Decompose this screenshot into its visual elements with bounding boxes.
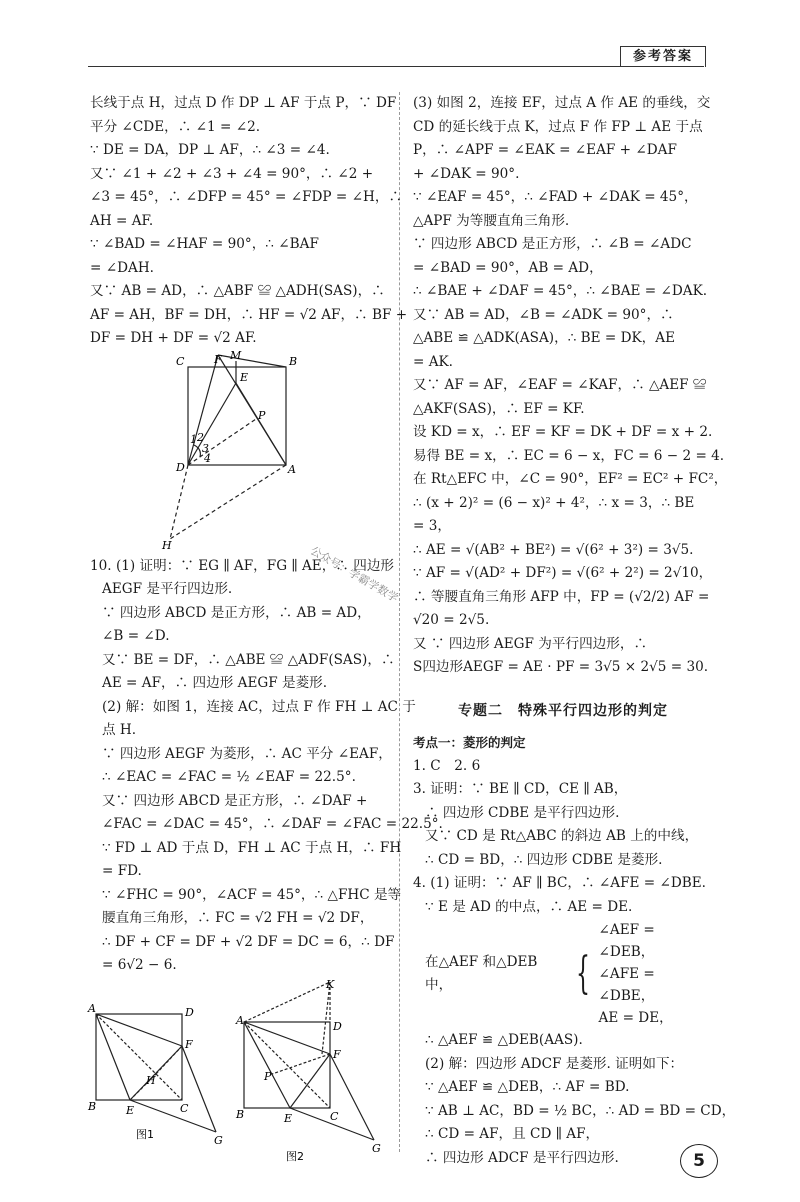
text-line: 又 ∵ 四边形 AEGF 为平行四边形，∴ [413,635,648,652]
section-title: 专题二 特殊平行四边形的判定 [458,702,668,719]
text-line: ∵ E 是 AD 的中点，∴ AE = DE. [425,898,633,915]
text-line: ∵ FD ⊥ AD 于点 D，FH ⊥ AC 于点 H，∴ FH [102,839,402,856]
text-line: ∴ CD = AF，且 CD ∥ AF， [425,1126,600,1142]
text-line: ∵ ∠BAD = ∠HAF = 90°，∴ ∠BAF [90,236,319,252]
text-line: 易得 BE = x，∴ EC = 6 − x，FC = 6 − 2 = 4. [413,447,725,464]
label-H: H [162,538,172,552]
header-rule [88,66,704,67]
fig1-label-H: H [146,1073,156,1087]
text-line: ∠AEF = ∠DEB， [598,922,655,960]
text-line: ∴ CD = BD，∴ 四边形 CDBE 是菱形. [425,851,663,868]
text-line: 平分 ∠CDE，∴ ∠1 = ∠2. [90,118,261,135]
text-line: = 3， [413,518,451,534]
text-line: (2) 解：四边形 ADCF 是菱形. 证明如下： [425,1055,684,1072]
fig1-label-B: B [88,1099,97,1113]
text-line: 3. 证明：∵ BE ∥ CD，CE ∥ AB， [413,781,628,797]
fig1-label-F: F [185,1037,193,1051]
text-line: + ∠DAK = 90°. [413,165,520,182]
label-3: 3 [202,441,209,455]
fig2-caption: 图2 [286,1149,304,1163]
text-line: DF = DH + DF = √2 AF. [90,330,257,346]
text-line: 又∵ AB = AD，∠B = ∠ADK = 90°，∴ [413,306,674,323]
text-line: ∴ 等腰直角三角形 AFP 中，FP = (√2/2) AF = [413,588,710,605]
label-P: P [258,408,266,422]
label-1: 1 [190,432,197,446]
text-line: = 6√2 − 6. [102,957,177,973]
fig2-label-B: B [236,1107,245,1121]
fig1-label-A: A [88,1001,96,1015]
fig2-label-C: C [330,1109,339,1123]
text-line: 又∵ BE = DF，∴ △ABE ≌ △ADF(SAS)，∴ [102,651,395,668]
text-line: 又∵ AB = AD，∴ △ABF ≌ △ADH(SAS)，∴ [90,283,385,299]
text-line: 设 KD = x，∴ EF = KF = DK + DF = x + 2. [413,424,713,440]
text-line: 又∵ AF = AF，∠EAF = ∠KAF，∴ △AEF ≌ [413,377,707,393]
text-line: (3) 如图 2，连接 EF，过点 A 作 AE 的垂线，交 [413,95,711,111]
text-line: ∴ (x + 2)² = (6 − x)² + 4²，∴ x = 3，∴ BE [413,494,695,511]
text-line: ∵ DE = DA，DP ⊥ AF，∴ ∠3 = ∠4. [90,142,330,158]
text-line: ∵ AB ⊥ AC，BD = ½ BC，∴ AD = BD = CD， [425,1102,736,1119]
text-line: ∠FAC = ∠DAC = 45°，∴ ∠DAF = ∠FAC = 22.5°. [102,816,443,832]
q10-part3 [413,92,728,680]
text-line: ∵ 四边形 ABCD 是正方形，∴ ∠B = ∠ADC [413,236,692,252]
fig2-label-K: K [326,977,335,991]
header-tag: 参考答案 [620,46,706,67]
text-line: √20 = 2√5. [413,612,490,628]
label-A: A [288,462,296,476]
geometry-figure-q9 [90,348,386,553]
fig1-caption: 图1 [136,1127,154,1141]
label-E: E [240,370,249,384]
fig1-label-E: E [126,1103,135,1117]
label-D: D [176,460,185,474]
label-C: C [176,354,185,368]
text-line: ∴ △AEF ≌ △DEB(AAS). [425,1032,583,1048]
subsection-heading: 考点一：菱形的判定 [413,735,526,750]
left-brace-icon: { [575,948,590,999]
brace-lines [599,919,713,1029]
watermark: 公众号：学霸学数学 [308,544,401,605]
text-line: ∴ DF + CF = DF + √2 DF = DC = 6，∴ DF [102,933,395,950]
text-line: AE = AF，∴ 四边形 AEGF 是菱形. [102,675,328,691]
text-line: ∠AFE = ∠DBE， [598,966,655,1004]
text-line: = ∠DAH. [90,259,154,276]
text-line: ∵ ∠FHC = 90°，∠ACF = 45°，∴ △FHC 是等 [102,886,402,903]
text-line: 又∵ 四边形 ABCD 是正方形，∴ ∠DAF + [102,792,368,809]
text-line: ∵ AF = √(AD² + DF²) = √(6² + 2²) = 2√10， [413,565,713,581]
text-line: S四边形AEGF = AE · PF = 3√5 × 2√5 = 30. [413,659,709,675]
text-line: AE = DE， [598,1010,673,1026]
brace-prefix: 在△AEF 和△DEB 中， [425,953,538,993]
text-line: ∵ ∠EAF = 45°，∴ ∠FAD + ∠DAK = 45°， [413,189,698,205]
text-line: ∴ 四边形 ADCF 是平行四边形. [425,1149,619,1166]
fig2-label-E: E [284,1111,293,1125]
text-line: AF = AH，BF = DH，∴ HF = √2 AF，∴ BF + [90,306,408,323]
text-line: = AK. [413,353,454,370]
text-line: △ABE ≌ △ADK(ASA)，∴ BE = DK，AE [413,330,675,346]
fig2-label-P: P [264,1069,272,1083]
text-line: ∴ 四边形 CDBE 是平行四边形. [425,804,620,821]
column-divider [399,92,400,1152]
right-column [413,92,736,1170]
text-line: △AKF(SAS)，∴ EF = KF. [413,400,585,417]
q3-solution [413,778,713,872]
text-line: 点 H. [102,722,137,738]
geometry-figures-q10 [88,977,386,1200]
label-M: M [230,348,242,362]
fig2-label-G: G [372,1141,381,1155]
text-line: ∠B = ∠D. [102,628,170,644]
text-line: ∵ 四边形 ABCD 是正方形，∴ AB = AD， [102,604,371,621]
text-line: = ∠BAD = 90°，AB = AD， [413,259,603,276]
text-line: ∠3 = 45°，∴ ∠DFP = 45° = ∠FDP = ∠H，∴ [90,189,403,205]
text-line: AH = AF. [90,212,154,229]
q4-solution [413,872,736,1170]
text-line: ∴ ∠EAC = ∠FAC = ½ ∠EAF = 22.5°. [102,769,356,785]
text-line: 在 Rt△EFC 中，∠C = 90°，EF² = EC² + FC²， [413,471,728,487]
text-line: 又∵ CD 是 Rt△ABC 的斜边 AB 上的中线， [425,828,699,844]
label-B: B [289,354,298,368]
fig2-label-F: F [333,1047,341,1061]
text-line: 1. C 2. 6 [413,757,481,774]
text-line: 又∵ ∠1 + ∠2 + ∠3 + ∠4 = 90°，∴ ∠2 + [90,165,374,182]
label-4: 4 [204,451,211,465]
fig2-label-D: D [333,1019,342,1033]
q10-solution [90,555,443,978]
label-2: 2 [197,430,204,444]
text-line: P，∴ ∠APF = ∠EAK = ∠EAF + ∠DAF [413,142,677,158]
text-line: = FD. [102,863,142,879]
text-line: 4. (1) 证明：∵ AF ∥ BC，∴ ∠AFE = ∠DBE. [413,875,707,891]
fig1-label-G: G [214,1133,223,1147]
text-line: ∵ 四边形 AEGF 为菱形，∴ AC 平分 ∠EAF， [102,745,392,762]
congruence-brace-block [413,919,713,1029]
text-line: AEGF 是平行四边形. [102,581,233,597]
page-number: 5 [680,1144,718,1178]
label-F: F [214,352,222,366]
fig1-label-C: C [180,1101,189,1115]
text-line: (2) 解：如图 1，连接 AC，过点 F 作 FH ⊥ AC 于 [102,698,416,715]
fig2-label-A: A [236,1013,244,1027]
text-line: 腰直角三角形，∴ FC = √2 FH = √2 DF， [102,910,374,926]
text-line: ∵ △AEF ≌ △DEB，∴ AF = BD. [425,1079,630,1095]
q9-continuation [90,92,408,351]
text-line: 10. (1) 证明：∵ EG ∥ AF，FG ∥ AE，∴ 四边形 [90,557,395,574]
text-line: ∴ ∠BAE + ∠DAF = 45°，∴ ∠BAE = ∠DAK. [413,283,708,299]
text-line: 长线于点 H，过点 D 作 DP ⊥ AF 于点 P，∵ DF [90,95,397,111]
text-line: CD 的延长线于点 K，过点 F 作 FP ⊥ AE 于点 [413,118,703,135]
text-line: △APF 为等腰直角三角形. [413,212,570,229]
fig1-label-D: D [185,1005,194,1019]
text-line: ∴ AE = √(AB² + BE²) = √(6² + 3²) = 3√5. [413,541,694,558]
